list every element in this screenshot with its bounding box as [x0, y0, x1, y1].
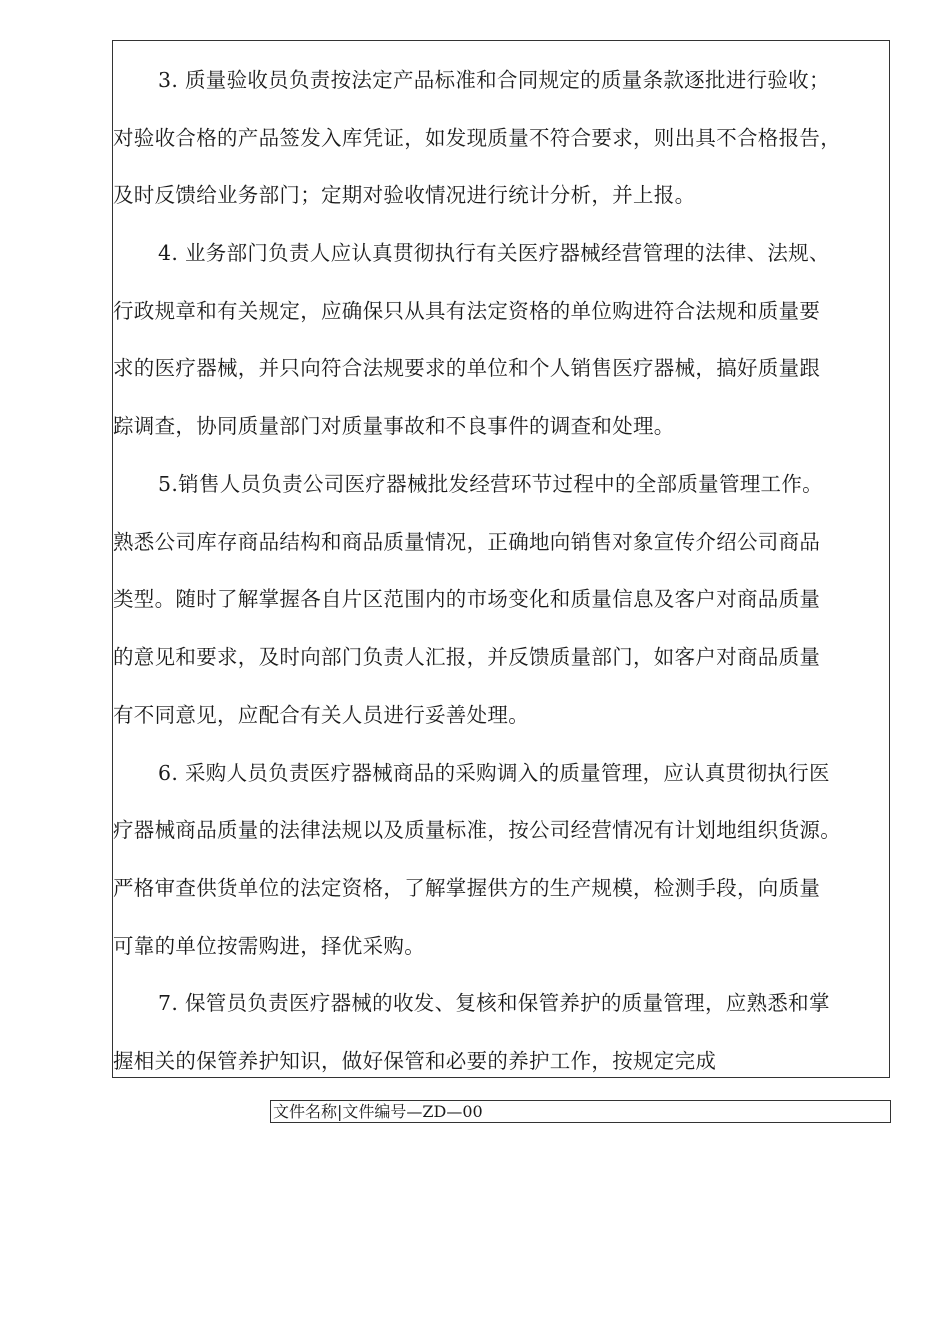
document-footer-text: 文件名称|文件编号—ZD—00 [273, 1102, 483, 1121]
paragraph-6-line-4: 可靠的单位按需购进，择优采购。 [113, 934, 425, 958]
paragraph-3-line-1: 3. 质量验收员负责按法定产品标准和合同规定的质量条款逐批进行验收； [158, 68, 830, 92]
paragraph-5-line-3: 类型。随时了解掌握各自片区范围内的市场变化和质量信息及客户对商品质量 [113, 587, 821, 611]
paragraph-4-line-2: 行政规章和有关规定，应确保只从具有法定资格的单位购进符合法规和质量要 [113, 299, 821, 323]
paragraph-4-line-1: 4. 业务部门负责人应认真贯彻执行有关医疗器械经营管理的法律、法规、 [158, 241, 830, 265]
paragraph-6-line-2: 疗器械商品质量的法律法规以及质量标准，按公司经营情况有计划地组织货源。 [113, 818, 841, 842]
paragraph-3-line-2: 对验收合格的产品签发入库凭证，如发现质量不符合要求，则出具不合格报告， [113, 126, 841, 150]
paragraph-5-line-1: 5.销售人员负责公司医疗器械批发经营环节过程中的全部质量管理工作。 [158, 472, 823, 496]
paragraph-5-line-5: 有不同意见，应配合有关人员进行妥善处理。 [113, 703, 529, 727]
paragraph-7-line-1: 7. 保管员负责医疗器械的收发、复核和保管养护的质量管理，应熟悉和掌 [158, 991, 830, 1015]
paragraph-5-line-2: 熟悉公司库存商品结构和商品质量情况，正确地向销售对象宣传介绍公司商品 [113, 530, 821, 554]
paragraph-3-line-3: 及时反馈给业务部门；定期对验收情况进行统计分析，并上报。 [113, 183, 696, 207]
paragraph-4-line-3: 求的医疗器械，并只向符合法规要求的单位和个人销售医疗器械，搞好质量跟 [113, 356, 821, 380]
paragraph-4-line-4: 踪调查，协同质量部门对质量事故和不良事件的调查和处理。 [113, 414, 675, 438]
paragraph-6-line-1: 6. 采购人员负责医疗器械商品的采购调入的质量管理，应认真贯彻执行医 [158, 761, 830, 785]
paragraph-7-line-2: 握相关的保管养护知识，做好保管和必要的养护工作，按规定完成 [113, 1049, 717, 1073]
paragraph-5-line-4: 的意见和要求，及时向部门负责人汇报，并反馈质量部门，如客户对商品质量 [113, 645, 821, 669]
paragraph-6-line-3: 严格审查供货单位的法定资格，了解掌握供方的生产规模，检测手段，向质量 [113, 876, 821, 900]
